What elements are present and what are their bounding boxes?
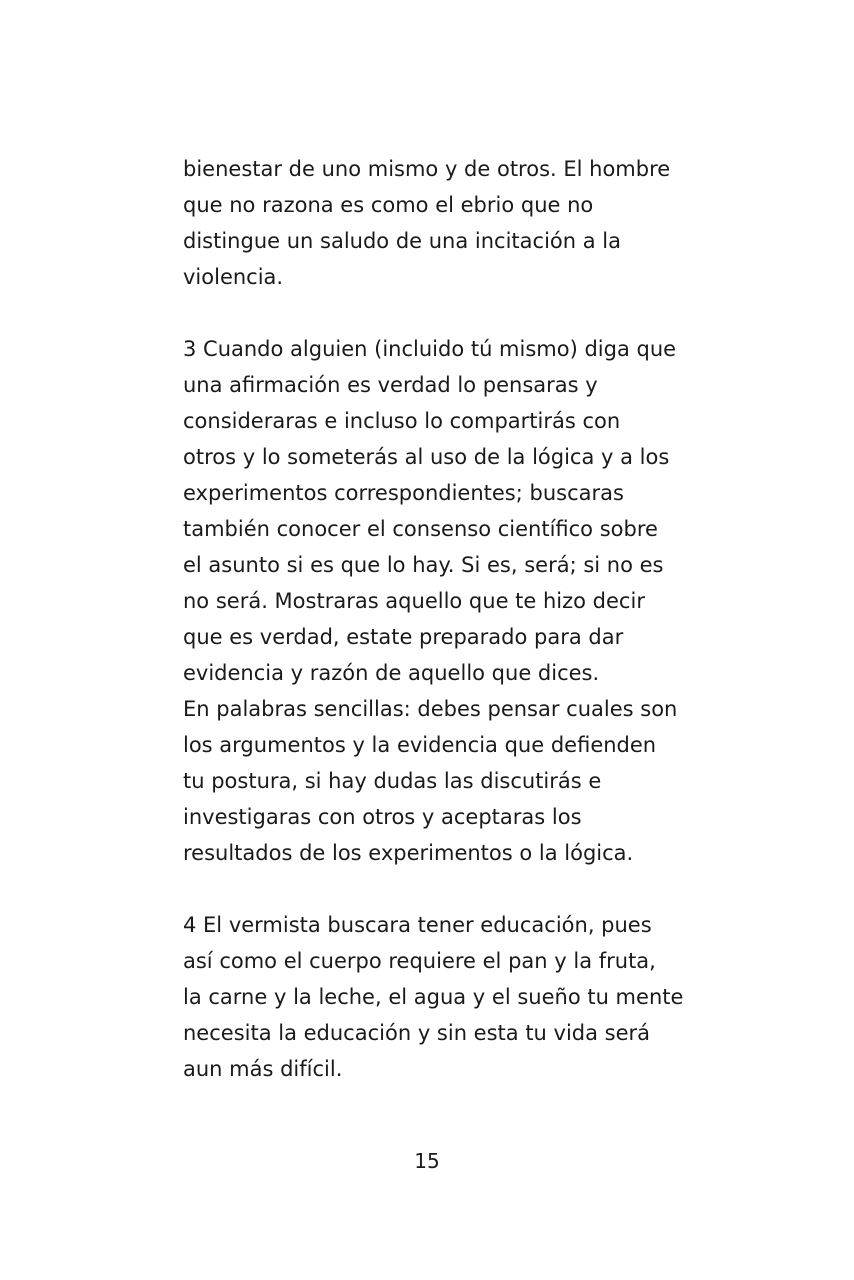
text-line: una afirmación es verdad lo pensaras y [183,373,598,397]
text-line: que es verdad, estate preparado para dar [183,625,624,649]
text-line: otros y lo someterás al uso de la lógica y a los [183,445,670,469]
text-line: los argumentos y la evidencia que defienden [183,733,657,757]
text-line: necesita la educación y sin esta tu vida será [183,1021,651,1045]
paragraph-1 [183,151,683,295]
text-line: aun más difícil. [183,1057,343,1081]
text-line: bienestar de uno mismo y de otros. El hombre [183,157,671,181]
text-line: la carne y la leche, el agua y el sueño tu mente [183,985,684,1009]
text-line: resultados de los experimentos o la lógica. [183,841,634,865]
text-line: experimentos correspondientes; buscaras [183,481,624,505]
text-line: evidencia y razón de aquello que dices. [183,661,600,685]
text-line: no será. Mostraras aquello que te hizo decir [183,589,645,613]
body-text [183,151,683,1087]
paragraph-3 [183,691,683,871]
text-line: tu postura, si hay dudas las discutirás e [183,769,602,793]
text-line: En palabras sencillas: debes pensar cuales son [183,697,678,721]
text-line: 4 El vermista buscara tener educación, pues [183,913,652,937]
text-line: así como el cuerpo requiere el pan y la fruta, [183,949,656,973]
page-number: 15 [414,1149,440,1173]
text-line: distingue un saludo de una incitación a la [183,229,621,253]
text-line: violencia. [183,265,284,289]
text-line: también conocer el consenso científico sobre [183,517,658,541]
text-line: consideraras e incluso lo compartirás con [183,409,621,433]
text-line: investigaras con otros y aceptaras los [183,805,582,829]
text-line: el asunto si es que lo hay. Si es, será; si no es [183,553,664,577]
paragraph-4 [183,907,683,1087]
paragraph-2 [183,331,683,691]
text-line: 3 Cuando alguien (incluido tú mismo) diga que [183,337,677,361]
text-line: que no razona es como el ebrio que no [183,193,594,217]
